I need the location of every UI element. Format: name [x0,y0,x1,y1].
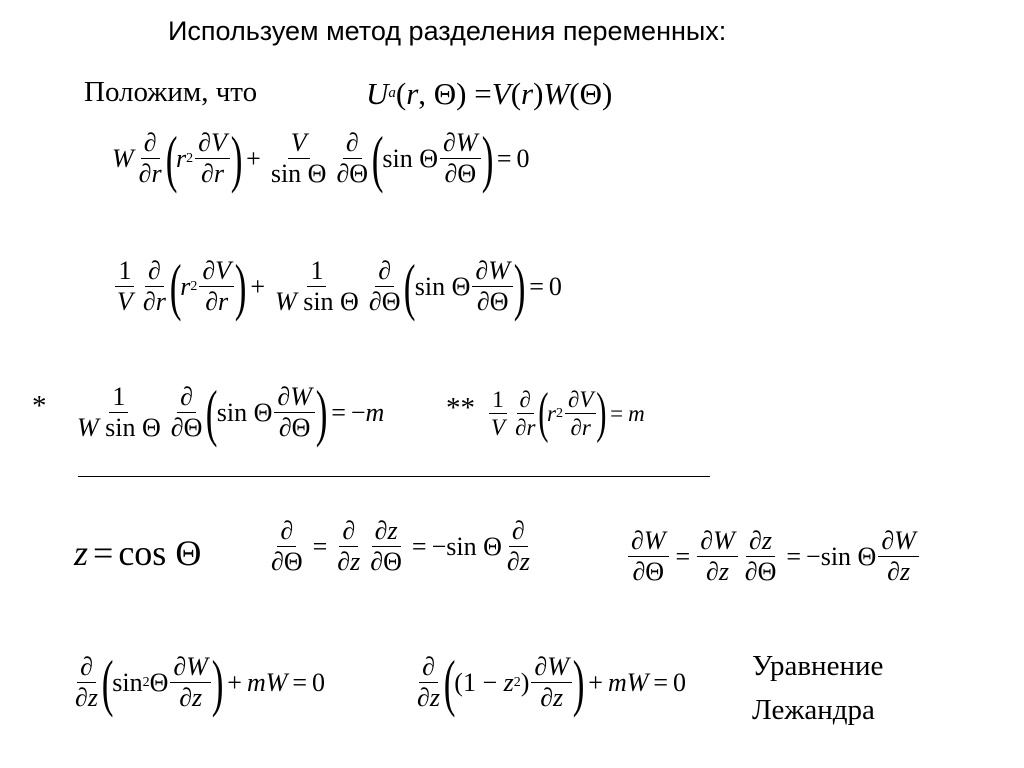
assume-label: Положим, что [84,76,258,108]
star-marker: * [32,390,47,422]
separation-ansatz: U a ( r , Θ) = V ( r ) W (Θ) [366,76,613,111]
legendre-caption-line2: Лежандра [752,694,875,726]
legendre-equation-theta: $\frac{\partial}{\partial z}$ ( sin 2 Θ $\frac{\partial W}{\partial z}$ ) + mW = 0 [75,647,326,718]
legendre-caption-line1: Уравнение [752,650,884,682]
equation-1: W $\frac{\partial}{\partial r}$ ( r 2 $\frac{\partial V}{\partial r}$ ) + $\frac{V}{\text{sin Θ}}$ $\frac{\partial}{\partial\Theta}$ ( sin Θ $\frac{\partial W}{\partial\Theta}$ ) = 0 [112,123,530,194]
equation-r: $\frac{1}{V}$ $\frac{\partial}{\partial r}$ ( r 2 $\frac{\partial V}{\partial r}$ ) = m [491,382,645,445]
double-star-marker: ** [446,392,475,424]
substitution-z: z = cos Θ [74,533,202,573]
separator-line [78,476,710,477]
slide-title: Используем метод разделения переменных: [168,16,727,46]
equation-theta: $\frac{1}{\text{W sin Θ}}$ $\frac{\partial}{\partial\Theta}$ ( sin Θ $\frac{\partial W}{\partial\Theta}$ ) = −m [77,377,385,448]
legendre-equation-z: $\frac{\partial}{\partial z}$ ( (1 − z 2 ) $\frac{\partial W}{\partial z}$ ) + mW = 0 [417,647,687,718]
equation-2: $\frac{1}{V}$ $\frac{\partial}{\partial r}$ ( r 2 $\frac{\partial V}{\partial r}$ ) + $\frac{1}{\text{W sin Θ}}$ $\frac{\partial}{\partial\Theta}$ ( sin Θ $\frac{\partial W}{\partial\Theta}$ ) = 0 [117,251,562,322]
chain-rule-w: $\frac{\partial W}{\partial\Theta}$ = $\frac{\partial W}{\partial z}$ $\frac{\partial z}{\partial\Theta}$ = −sin Θ $\frac{\partial W}{\partial z}$ [626,528,921,585]
chain-rule-operator: $\frac{\partial}{\partial\Theta}$ = $\frac{\partial}{\partial z}$ $\frac{\partial z}{\partial\Theta}$ = −sin Θ $\frac{\partial}{\partial z}$ [271,516,530,576]
